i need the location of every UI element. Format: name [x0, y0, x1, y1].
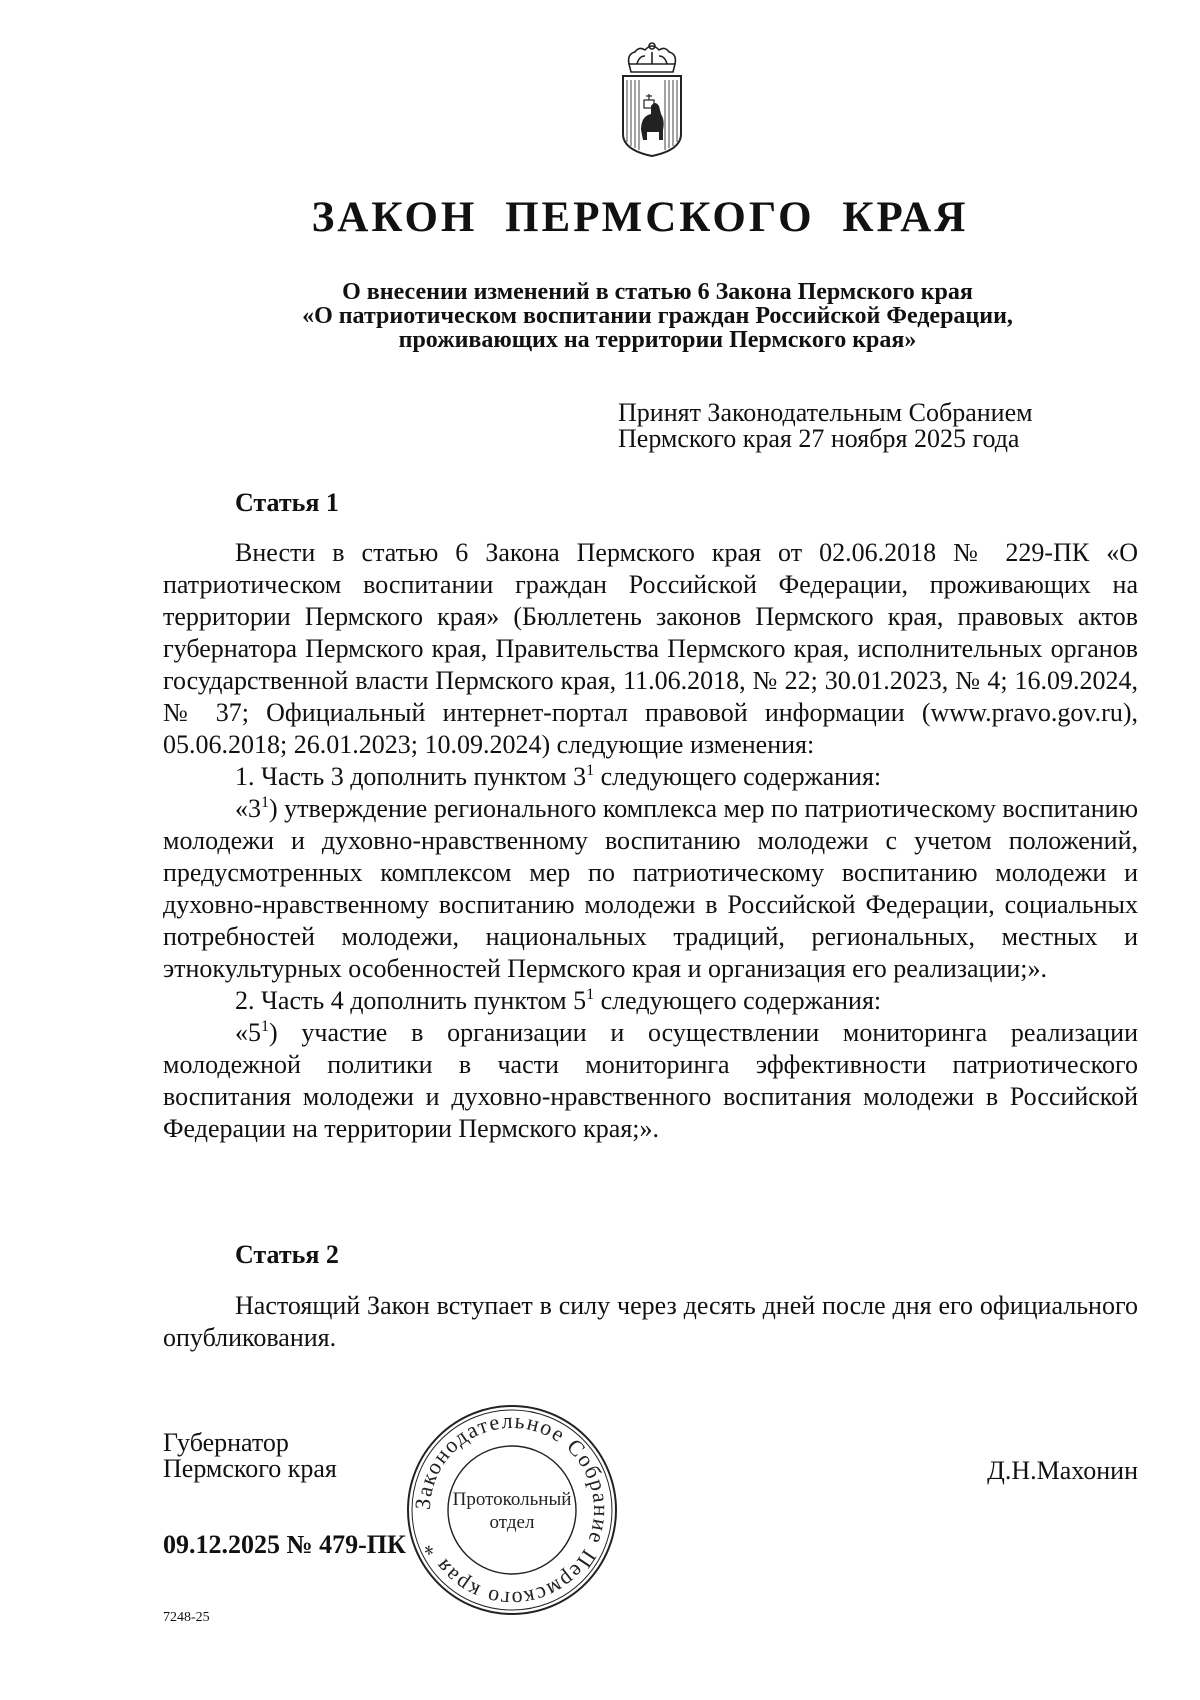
law-title: ЗАКОН ПЕРМСКОГО КРАЯ [311, 194, 969, 241]
article-1-heading: Статья 1 [235, 488, 339, 517]
subtitle-line: О внесении изменений в статью 6 Закона Пермского края [342, 279, 973, 305]
signatory-position [163, 1430, 337, 1482]
coat-of-arms-emblem [617, 42, 687, 158]
document-code: 7248-25 [163, 1610, 210, 1625]
position-line: Пермского края [163, 1454, 337, 1483]
subtitle-line: «О патриотическом воспитании граждан Российской Федерации, [302, 303, 1013, 329]
adoption-line: Пермского края 27 ноября 2025 года [618, 424, 1020, 453]
subtitle-line: проживающих на территории Пермского края» [398, 327, 917, 353]
item-1-heading: 1. Часть 3 дополнить пунктом $3^1$ следующего содержания: [235, 762, 882, 791]
law-date-number: 09.12.2025 № 479-ПК [163, 1530, 406, 1559]
adoption-line: Принят Законодательным Собранием [618, 398, 1033, 427]
signatory-name: Д.Н.Махонин [987, 1456, 1138, 1485]
article-2-text: Настоящий Закон вступает в силу через десять дней после дня его официального опубликования. [163, 1291, 1138, 1352]
article-1-body [163, 537, 1138, 1145]
article-2-heading: Статья 2 [235, 1240, 339, 1269]
item-1-text: «$3^1$) утверждение регионального комплекса мер по патриотическому воспитанию молодежи и духовно-нравственному воспитанию молодежи с учетом положений, предусмотренных комплексом мер по патриотическому воспитанию молодежи и духовно-нравственному воспитанию молодежи в Российской Федерации, социальных потребностей молодежи, национальных традиций, региональных, местных и этнокультурных особенностей Пермского края и организация его реализации;». [163, 794, 1138, 983]
item-2-text: «$5^1$) участие в организации и осуществлении мониторинга реализации молодежной политики в части мониторинга эффективности патриотического воспитания молодежи и духовно-нравственного воспитания молодежи в Российской Федерации на территории Пермского края;». [163, 1018, 1138, 1143]
article-2-body [163, 1290, 1138, 1354]
stamp-center-line: Протокольный [452, 1489, 572, 1510]
stamp-center-line: отдел [489, 1512, 535, 1533]
adoption-note [618, 400, 1033, 452]
law-subtitle [165, 280, 1150, 352]
item-2-heading: 2. Часть 4 дополнить пунктом $5^1$ следующего содержания: [235, 986, 882, 1015]
article-1-intro: Внести в статью 6 Закона Пермского края от 02.06.2018 № 229-ПК «О патриотическом воспитании граждан Российской Федерации, проживающих на территории Пермского края» (Бюллетень законов Пермского края, правовых актов губернатора Пермского края, Правительства Пермского края, исполнительных органов государственной власти Пермского края, 11.06.2018, № 22; 30.01.2023, № 4; 16.09.2024, № 37; Официальный интернет-портал правовой информации (www.pravo.gov.ru), 05.06.2018; 26.01.2023; 10.09.2024) следующие изменения: [163, 538, 1138, 759]
round-stamp [402, 1400, 622, 1620]
stamp-ring-text: Законодательное Собрание Пермского края * [409, 1407, 615, 1613]
position-line: Губернатор [163, 1428, 289, 1457]
